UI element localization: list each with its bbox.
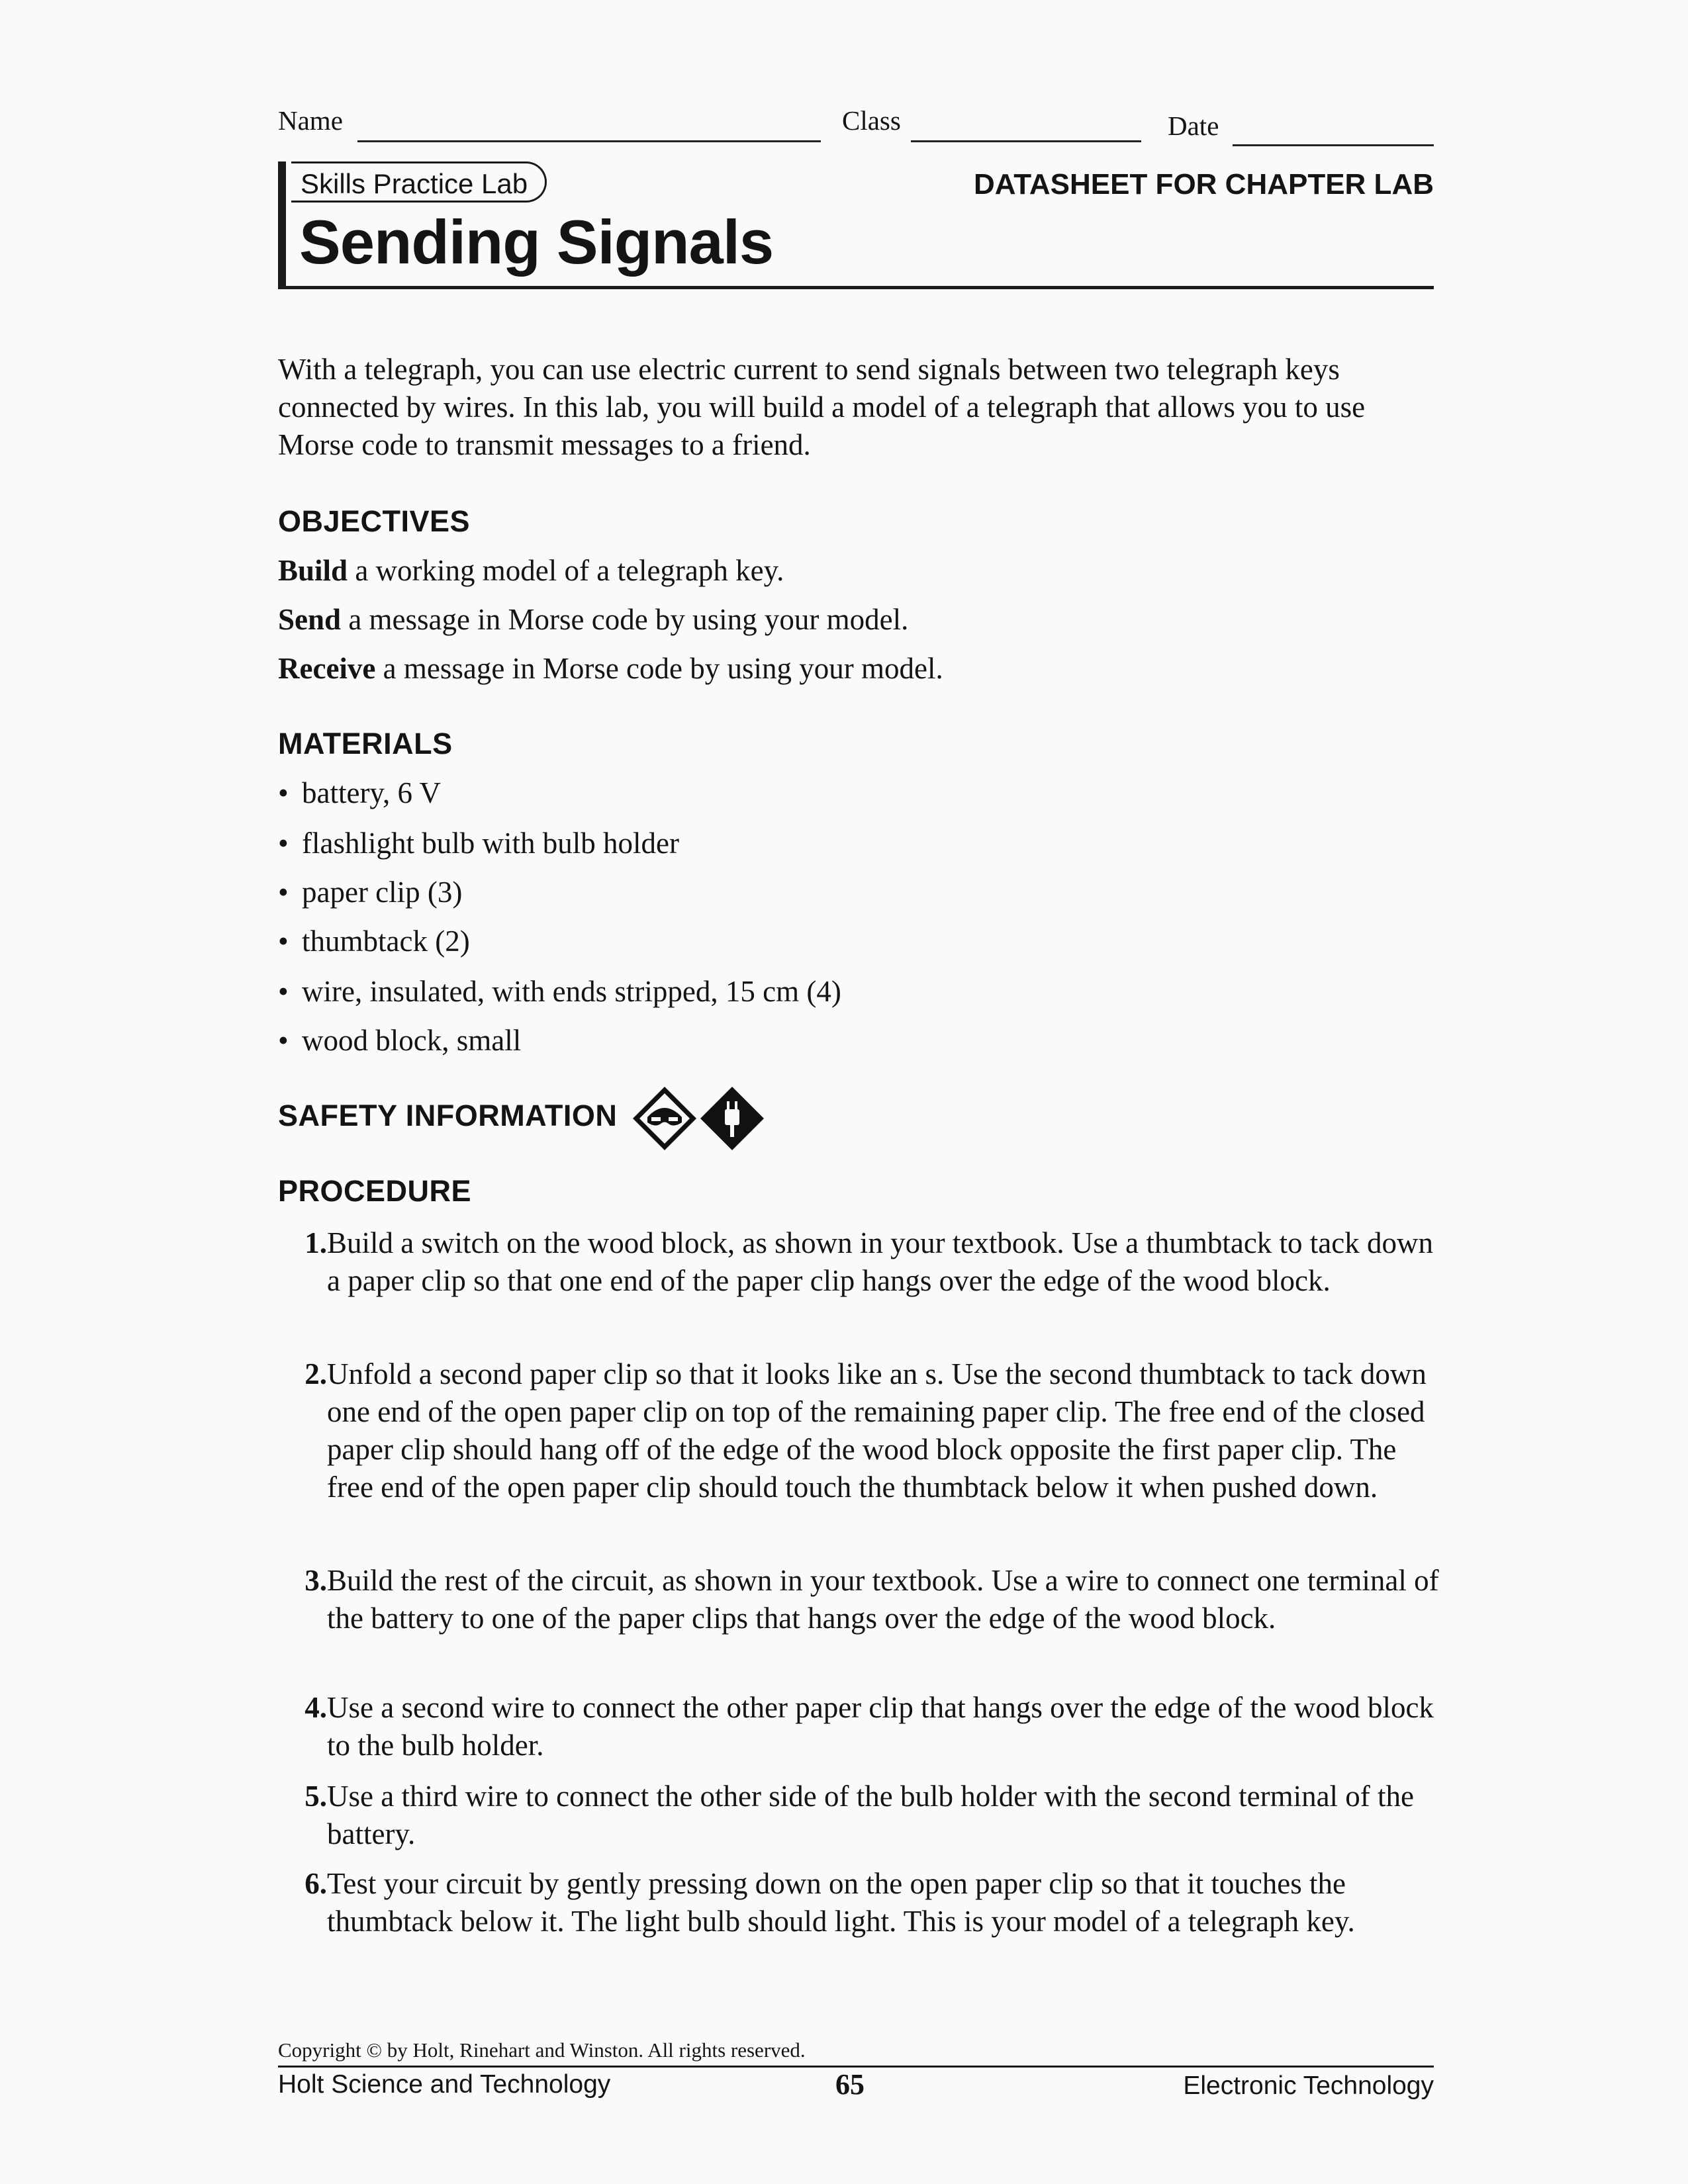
bullet-icon: •: [278, 876, 289, 909]
bullet-icon: •: [278, 975, 289, 1008]
objective-verb: Send: [278, 603, 342, 636]
bullet-icon: •: [278, 827, 289, 860]
step-number: 5.: [305, 1780, 327, 1813]
date-label: Date: [1168, 111, 1219, 141]
objective-item: [278, 602, 908, 637]
objective-item: [278, 553, 784, 588]
datasheet-label: DATASHEET FOR CHAPTER LAB: [973, 168, 1434, 201]
step-text: Unfold a second paper clip so that it looks like an s. Use the second thumbtack to tack down one end of the open paper clip on top of the remaining paper clip. The free end of the closed paper clip should hang off of the edge of the wood block opposite the first paper clip. The free end of the open paper clip should touch the thumbtack below it when pushed down.: [327, 1357, 1427, 1504]
step-text: Test your circuit by gently pressing down on the open paper clip so that it touches the thumbtack below it. The light bulb should light. This is your model of a telegraph key.: [327, 1867, 1355, 1938]
date-field[interactable]: [1233, 144, 1434, 146]
intro-paragraph: With a telegraph, you can use electric current to send signals between two telegraph keys connected by wires. In this lab, you will build a model of a telegraph that allows you to use Morse code to transmit messages to a friend.: [278, 353, 1366, 461]
procedure-step: [291, 1562, 1443, 1637]
objective-verb: Receive: [278, 652, 376, 685]
step-text: Build the rest of the circuit, as shown in your textbook. Use a wire to connect one terminal of the battery to one of the paper clips that hangs over the edge of the wood block.: [327, 1564, 1439, 1635]
material-item: • paper clip (3): [278, 876, 463, 909]
procedure-step: [291, 1689, 1443, 1764]
material-item: • thumbtack (2): [278, 925, 470, 958]
step-text: Use a third wire to connect the other side of the bulb holder with the second terminal of the battery.: [327, 1780, 1415, 1850]
lab-type-tag: Skills Practice Lab: [291, 161, 547, 203]
procedure-step: [291, 1865, 1443, 1940]
title-rule-horizontal: [278, 286, 1434, 289]
page-title: Sending Signals: [299, 207, 774, 277]
safety-icons: [630, 1084, 769, 1160]
procedure-step: [291, 1224, 1443, 1300]
publisher-name: Holt Science and Technology: [278, 2070, 611, 2099]
copyright-notice: Copyright © by Holt, Rinehart and Winston. All rights reserved.: [278, 2038, 806, 2062]
material-item: • wire, insulated, with ends stripped, 15 cm (4): [278, 975, 841, 1008]
material-item: • wood block, small: [278, 1024, 522, 1057]
materials-heading: MATERIALS: [278, 727, 453, 760]
procedure-heading: PROCEDURE: [278, 1174, 472, 1208]
bullet-icon: •: [278, 776, 289, 809]
objective-item: [278, 651, 943, 686]
step-number: 4.: [305, 1691, 327, 1724]
objective-text: a message in Morse code by using your model.: [348, 603, 909, 636]
bullet-icon: •: [278, 1024, 289, 1057]
electrical-safety-icon: [700, 1087, 764, 1150]
step-text: Build a switch on the wood block, as shown in your textbook. Use a thumbtack to tack down a paper clip so that one end of the paper clip hangs over the edge of the wood block.: [327, 1226, 1433, 1297]
eye-protection-icon: [633, 1087, 696, 1150]
procedure-step: [291, 1355, 1443, 1506]
name-label: Name: [278, 105, 343, 136]
objective-text: a working model of a telegraph key.: [355, 554, 784, 587]
step-number: 3.: [305, 1564, 327, 1597]
step-number: 1.: [305, 1226, 327, 1259]
step-text: Use a second wire to connect the other paper clip that hangs over the edge of the wood block to the bulb holder.: [327, 1691, 1434, 1762]
class-field[interactable]: [911, 140, 1141, 142]
objective-text: a message in Morse code by using your model.: [383, 652, 943, 685]
class-label: Class: [842, 105, 901, 136]
objectives-heading: OBJECTIVES: [278, 504, 471, 538]
objective-verb: Build: [278, 554, 348, 587]
material-item: • flashlight bulb with bulb holder: [278, 827, 679, 860]
bullet-icon: •: [278, 925, 289, 958]
step-number: 6.: [305, 1867, 327, 1900]
page-number: 65: [835, 2068, 865, 2101]
safety-heading: SAFETY INFORMATION: [278, 1099, 618, 1132]
name-field[interactable]: [357, 140, 821, 142]
section-name: Electronic Technology: [1183, 2071, 1434, 2100]
step-number: 2.: [305, 1357, 327, 1390]
material-item: • battery, 6 V: [278, 776, 441, 809]
procedure-step: [291, 1778, 1443, 1853]
title-rule-vertical: [278, 161, 286, 287]
